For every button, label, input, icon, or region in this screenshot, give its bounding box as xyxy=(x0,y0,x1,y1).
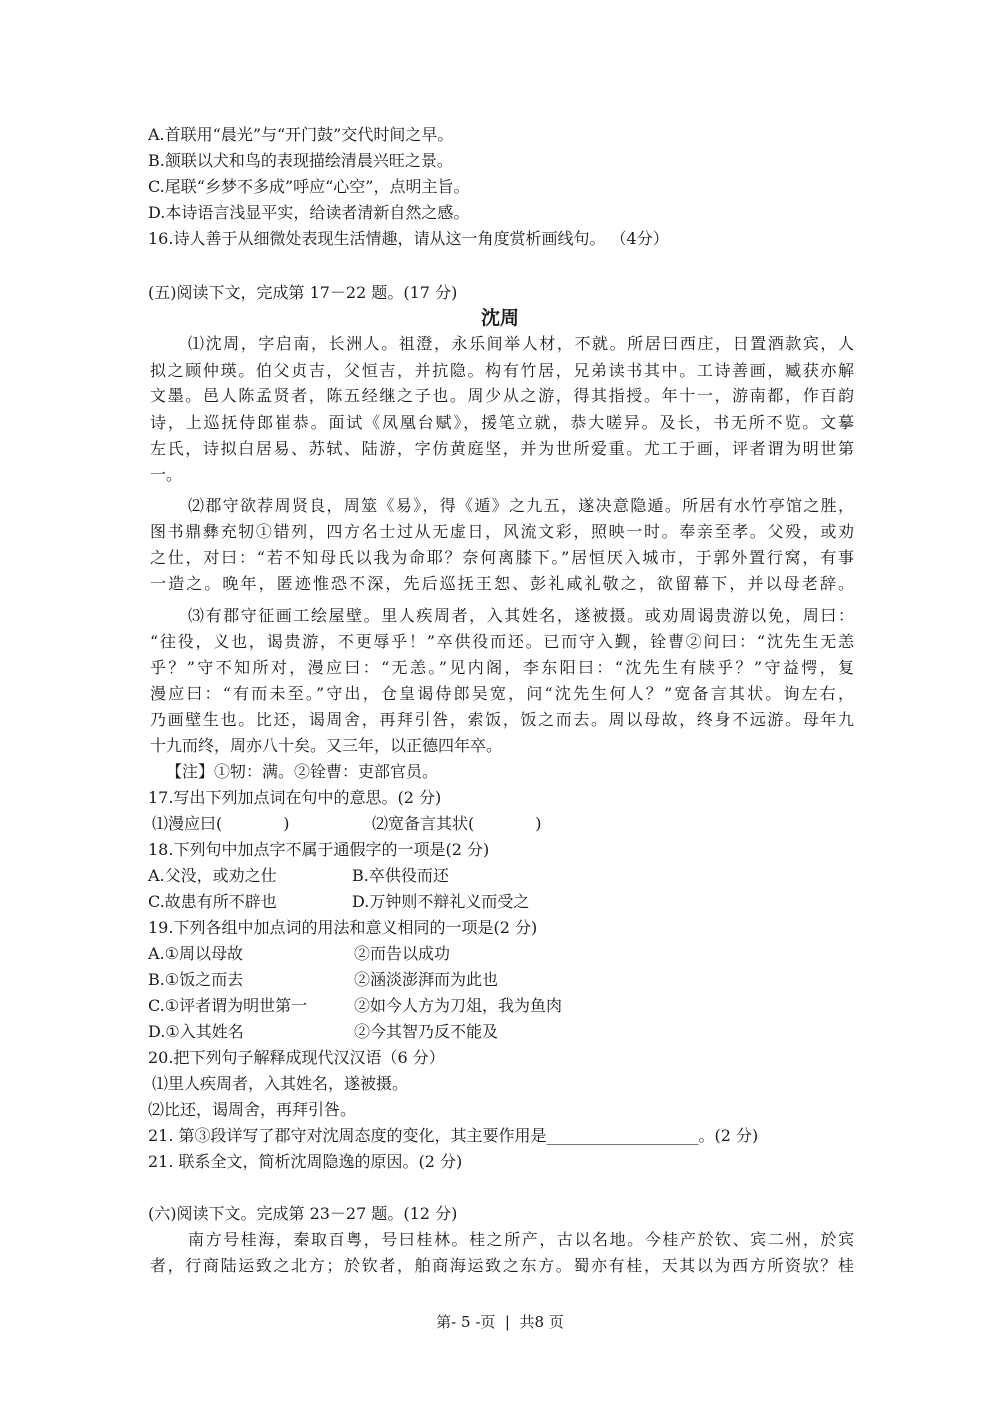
passage-line: 左氏，诗拟白居易、苏轼、陆游，字仿黄庭坚，并为世所爱重。尤工于画，评者谓为明世第 xyxy=(150,439,854,458)
passage-line: 十九而终，周亦八十矣。又三年，以正德四年卒。 xyxy=(150,736,503,755)
passage-title: 沈周 xyxy=(480,307,519,329)
passage-line: 一。 xyxy=(150,465,183,484)
passage-line: 漫应曰：“有而未至。”守出，仓皇谒侍郎吴宽，问“沈先生何人？”宽备言其状。询左右， xyxy=(150,684,854,703)
question-21a: 21. 第③段详写了郡守对沈周态度的变化，其主要作用是___________________。(2 分) xyxy=(148,1126,759,1145)
question-18: 18.下列句中加点字不属于通假字的一项是(2 分) xyxy=(148,840,490,859)
q20-item-2: ⑵比还，谒周舍，再拜引咎。 xyxy=(148,1100,357,1119)
passage-line: 者，行商陆运致之北方；於钦者，舶商海运致之东方。蜀亦有桂，天其以为西方所资欤？桂 xyxy=(150,1256,854,1275)
q15-option-c: C.尾联“乡梦不多成”呼应“心空”，点明主旨。 xyxy=(148,177,470,196)
q15-option-a: A.首联用“晨光”与“开门鼓”交代时间之早。 xyxy=(148,125,454,144)
q18-option-a: A.父没，或劝之仕 xyxy=(148,866,277,885)
passage-line: 拟之顾仲瑛。伯父贞吉，父恒吉，并抗隐。构有竹居，兄弟读书其中。工诗善画，臧获亦解 xyxy=(150,361,854,380)
question-21b: 21. 联系全文，简析沈周隐逸的原因。(2 分) xyxy=(148,1152,463,1171)
passage-line: 乃画壁生也。比还，谒周舍，再拜引咎，索饭，饭之而去。周以母故，终身不远游。母年九 xyxy=(150,710,854,729)
q19-option-c2: ②如今人方为刀俎，我为鱼肉 xyxy=(354,996,563,1015)
q15-option-b: B.颔联以犬和鸟的表现描绘清晨兴旺之景。 xyxy=(148,151,453,170)
question-17: 17.写出下列加点词在句中的意思。(2 分) xyxy=(148,788,442,807)
q17-item-2: ⑵宽备言其状( ) xyxy=(372,814,542,833)
q17-item-1: ⑴漫应曰( ) xyxy=(152,814,290,833)
passage-line: 文墨。邑人陈孟贤者，陈五经继之子也。周少从之游，得其指授。年十一，游南都，作百韵 xyxy=(150,386,854,405)
passage-line: 诗，上巡抚侍郎崔恭。面试《凤凰台赋》，援笔立就，恭大嗟异。及长，书无所不览。文摹 xyxy=(150,413,854,432)
q19-option-a2: ②而告以成功 xyxy=(354,944,451,963)
q19-option-d1: D.①入其姓名 xyxy=(148,1022,244,1041)
section5-header: (五)阅读下文，完成第 17－22 题。(17 分) xyxy=(148,283,458,302)
q19-option-b2: ②涵淡澎湃而为此也 xyxy=(354,970,499,989)
question-19: 19.下列各组中加点词的用法和意义相同的一项是(2 分) xyxy=(148,918,538,937)
section6-header: (六)阅读下文。完成第 23－27 题。(12 分) xyxy=(148,1204,458,1223)
question-20: 20.把下列句子解释成现代汉汉语（6 分） xyxy=(148,1048,445,1067)
passage-line: 南方号桂海，秦取百粤，号曰桂林。桂之所产，古以名地。今桂产於钦、宾二州，於宾 xyxy=(188,1230,854,1249)
q15-option-d: D.本诗语言浅显平实，给读者清新自然之感。 xyxy=(148,203,470,222)
q18-option-d: D.万钟则不辩礼义而受之 xyxy=(352,892,530,911)
passage-line: 图书鼎彝充牣①错列，四方名士过从无虚日，风流文彩，照映一时。奉亲至孝。父殁，或劝 xyxy=(150,522,854,541)
passage-line: ⑵郡守欲荐周贤良，周筮《易》，得《遁》之九五，遂决意隐遁。所居有水竹亭馆之胜， xyxy=(188,496,854,515)
q18-option-c: C.故患有所不辟也 xyxy=(148,892,277,911)
q19-option-c1: C.①评者谓为明世第一 xyxy=(148,996,308,1015)
passage-line: 乎？”守不知所对，漫应曰：“无恙。”见内阁，李东阳曰：“沈先生有牍乎？”守益愕，复 xyxy=(150,658,854,677)
passage-line: ⑴沈周，字启南，长洲人。祖澄，永乐间举人材，不就。所居曰西庄，日置酒款宾，人 xyxy=(188,334,854,353)
passage-line: 一造之。晚年，匿迹惟恐不深，先后巡抚王恕、彭礼咸礼敬之，欲留幕下，并以母老辞。 xyxy=(150,574,854,593)
passage-note: 【注】①牣：满。②铨曹：吏部官员。 xyxy=(166,762,439,781)
passage-line: ⑶有郡守征画工绘屋壁。里人疾周者，入其姓名，遂被摄。或劝周谒贵游以免，周曰： xyxy=(188,606,854,625)
page-footer: 第- 5 -页 | 共8 页 xyxy=(436,1313,564,1331)
passage-line: 之仕，对曰：“若不知母氏以我为命耶？奈何离膝下。”居恒厌入城市，于郭外置行窝，有事 xyxy=(150,548,854,567)
question-16: 16.诗人善于从细微处表现生活情趣，请从这一角度赏析画线句。 （4分） xyxy=(148,229,669,248)
q19-option-d2: ②今其智乃反不能及 xyxy=(354,1022,499,1041)
passage-line: “往役，义也，谒贵游，不更辱乎！”卒供役而还。已而守入觐，铨曹②问曰：“沈先生无恙 xyxy=(150,632,854,651)
q18-option-b: B.卒供役而还 xyxy=(352,866,449,885)
q20-item-1: ⑴里人疾周者，入其姓名，遂被摄。 xyxy=(152,1074,409,1093)
q19-option-a1: A.①周以母故 xyxy=(148,944,243,963)
q19-option-b1: B.①饭之而去 xyxy=(148,970,244,989)
